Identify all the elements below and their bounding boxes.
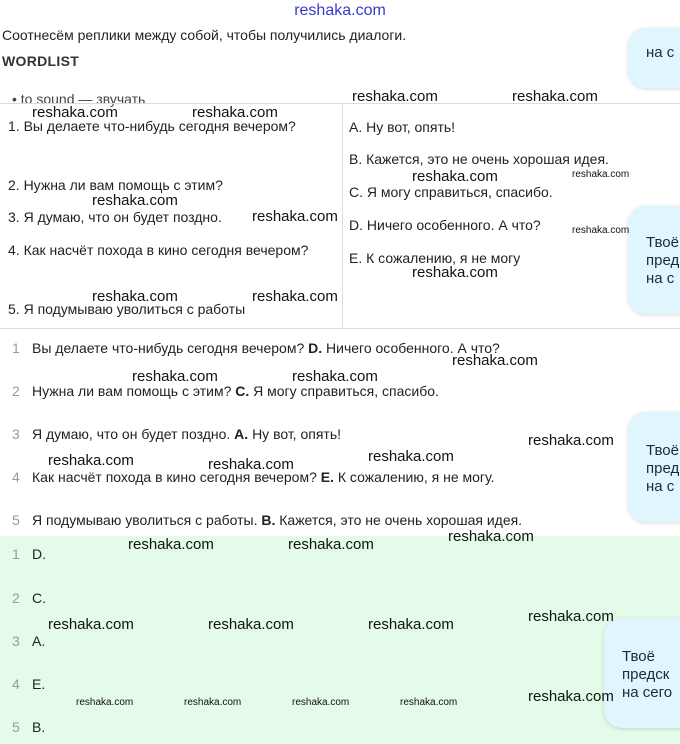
watermark: reshaka.com <box>352 88 438 105</box>
watermark: reshaka.com <box>512 88 598 105</box>
table-cell-left-4: 4. Как насчёт похода в кино сегодня вечером? <box>8 242 309 258</box>
watermark: reshaka.com <box>528 608 614 625</box>
site-title[interactable]: reshaka.com <box>294 2 386 19</box>
watermark: reshaka.com <box>572 225 630 236</box>
answer-number: 2 <box>12 590 20 606</box>
watermark: reshaka.com <box>412 168 498 185</box>
task-instruction: Соотнесём реплики между собой, чтобы получились диалоги. <box>2 27 407 43</box>
watermark: reshaka.com <box>92 288 178 305</box>
table-cell-left-1: 1. Вы делаете что-нибудь сегодня вечером? <box>8 118 296 134</box>
prediction-bubble[interactable]: Твоё предск на сего <box>604 618 680 728</box>
table-cell-right-e: E. К сожалению, я не могу <box>349 250 521 266</box>
watermark: reshaka.com <box>368 616 454 633</box>
watermark: reshaka.com <box>528 432 614 449</box>
table-cell-right-a: A. Ну вот, опять! <box>349 119 456 135</box>
answer-number: 3 <box>12 633 20 649</box>
watermark: reshaka.com <box>184 697 242 708</box>
wordlist-item: • to sound — звучать <box>12 91 146 107</box>
watermark: reshaka.com <box>92 192 178 209</box>
watermark: reshaka.com <box>452 352 538 369</box>
watermark: reshaka.com <box>368 448 454 465</box>
table-cell-left-3: 3. Я думаю, что он будет поздно. <box>8 209 222 225</box>
watermark: reshaka.com <box>412 264 498 281</box>
answer-number: 1 <box>12 546 20 562</box>
watermark: reshaka.com <box>528 688 614 705</box>
answer-number: 2 <box>12 383 20 399</box>
wordlist-heading: WORDLIST <box>2 53 80 69</box>
watermark: reshaka.com <box>132 368 218 385</box>
answer-number: 5 <box>12 512 20 528</box>
watermark: reshaka.com <box>48 452 134 469</box>
prediction-bubble[interactable]: на с <box>628 28 680 88</box>
watermark: reshaka.com <box>252 288 338 305</box>
watermark: reshaka.com <box>76 697 134 708</box>
watermark: reshaka.com <box>448 528 534 545</box>
watermark: reshaka.com <box>48 616 134 633</box>
watermark: reshaka.com <box>572 169 630 180</box>
watermark: reshaka.com <box>400 697 458 708</box>
prediction-bubble[interactable]: Твоё пред на с <box>628 206 680 314</box>
watermark: reshaka.com <box>292 368 378 385</box>
answer-number: 4 <box>12 469 20 485</box>
answer-number: 1 <box>12 340 20 356</box>
short-answers-block: 1 D. 2 C. 3 A. 4 E. 5 B. <box>0 536 680 744</box>
table-cell-left-5: 5. Я подумываю уволиться с работы <box>8 301 246 317</box>
watermark: reshaka.com <box>192 104 278 121</box>
watermark: reshaka.com <box>128 536 214 553</box>
answer-number: 4 <box>12 676 20 692</box>
answer-number: 3 <box>12 426 20 442</box>
watermark: reshaka.com <box>288 536 374 553</box>
answer-number: 5 <box>12 719 20 735</box>
watermark: reshaka.com <box>292 697 350 708</box>
bullet-icon: • <box>12 91 21 107</box>
table-cell-right-c: C. Я могу справиться, спасибо. <box>349 184 553 200</box>
watermark: reshaka.com <box>32 104 118 121</box>
watermark: reshaka.com <box>208 456 294 473</box>
table-cell-right-b: B. Кажется, это не очень хорошая идея. <box>349 151 609 167</box>
prediction-bubble[interactable]: Твоё пред на с <box>628 412 680 522</box>
watermark: reshaka.com <box>208 616 294 633</box>
watermark: reshaka.com <box>252 208 338 225</box>
table-cell-left-2: 2. Нужна ли вам помощь с этим? <box>8 177 223 193</box>
table-divider <box>342 104 343 328</box>
table-cell-right-d: D. Ничего особенного. А что? <box>349 217 541 233</box>
